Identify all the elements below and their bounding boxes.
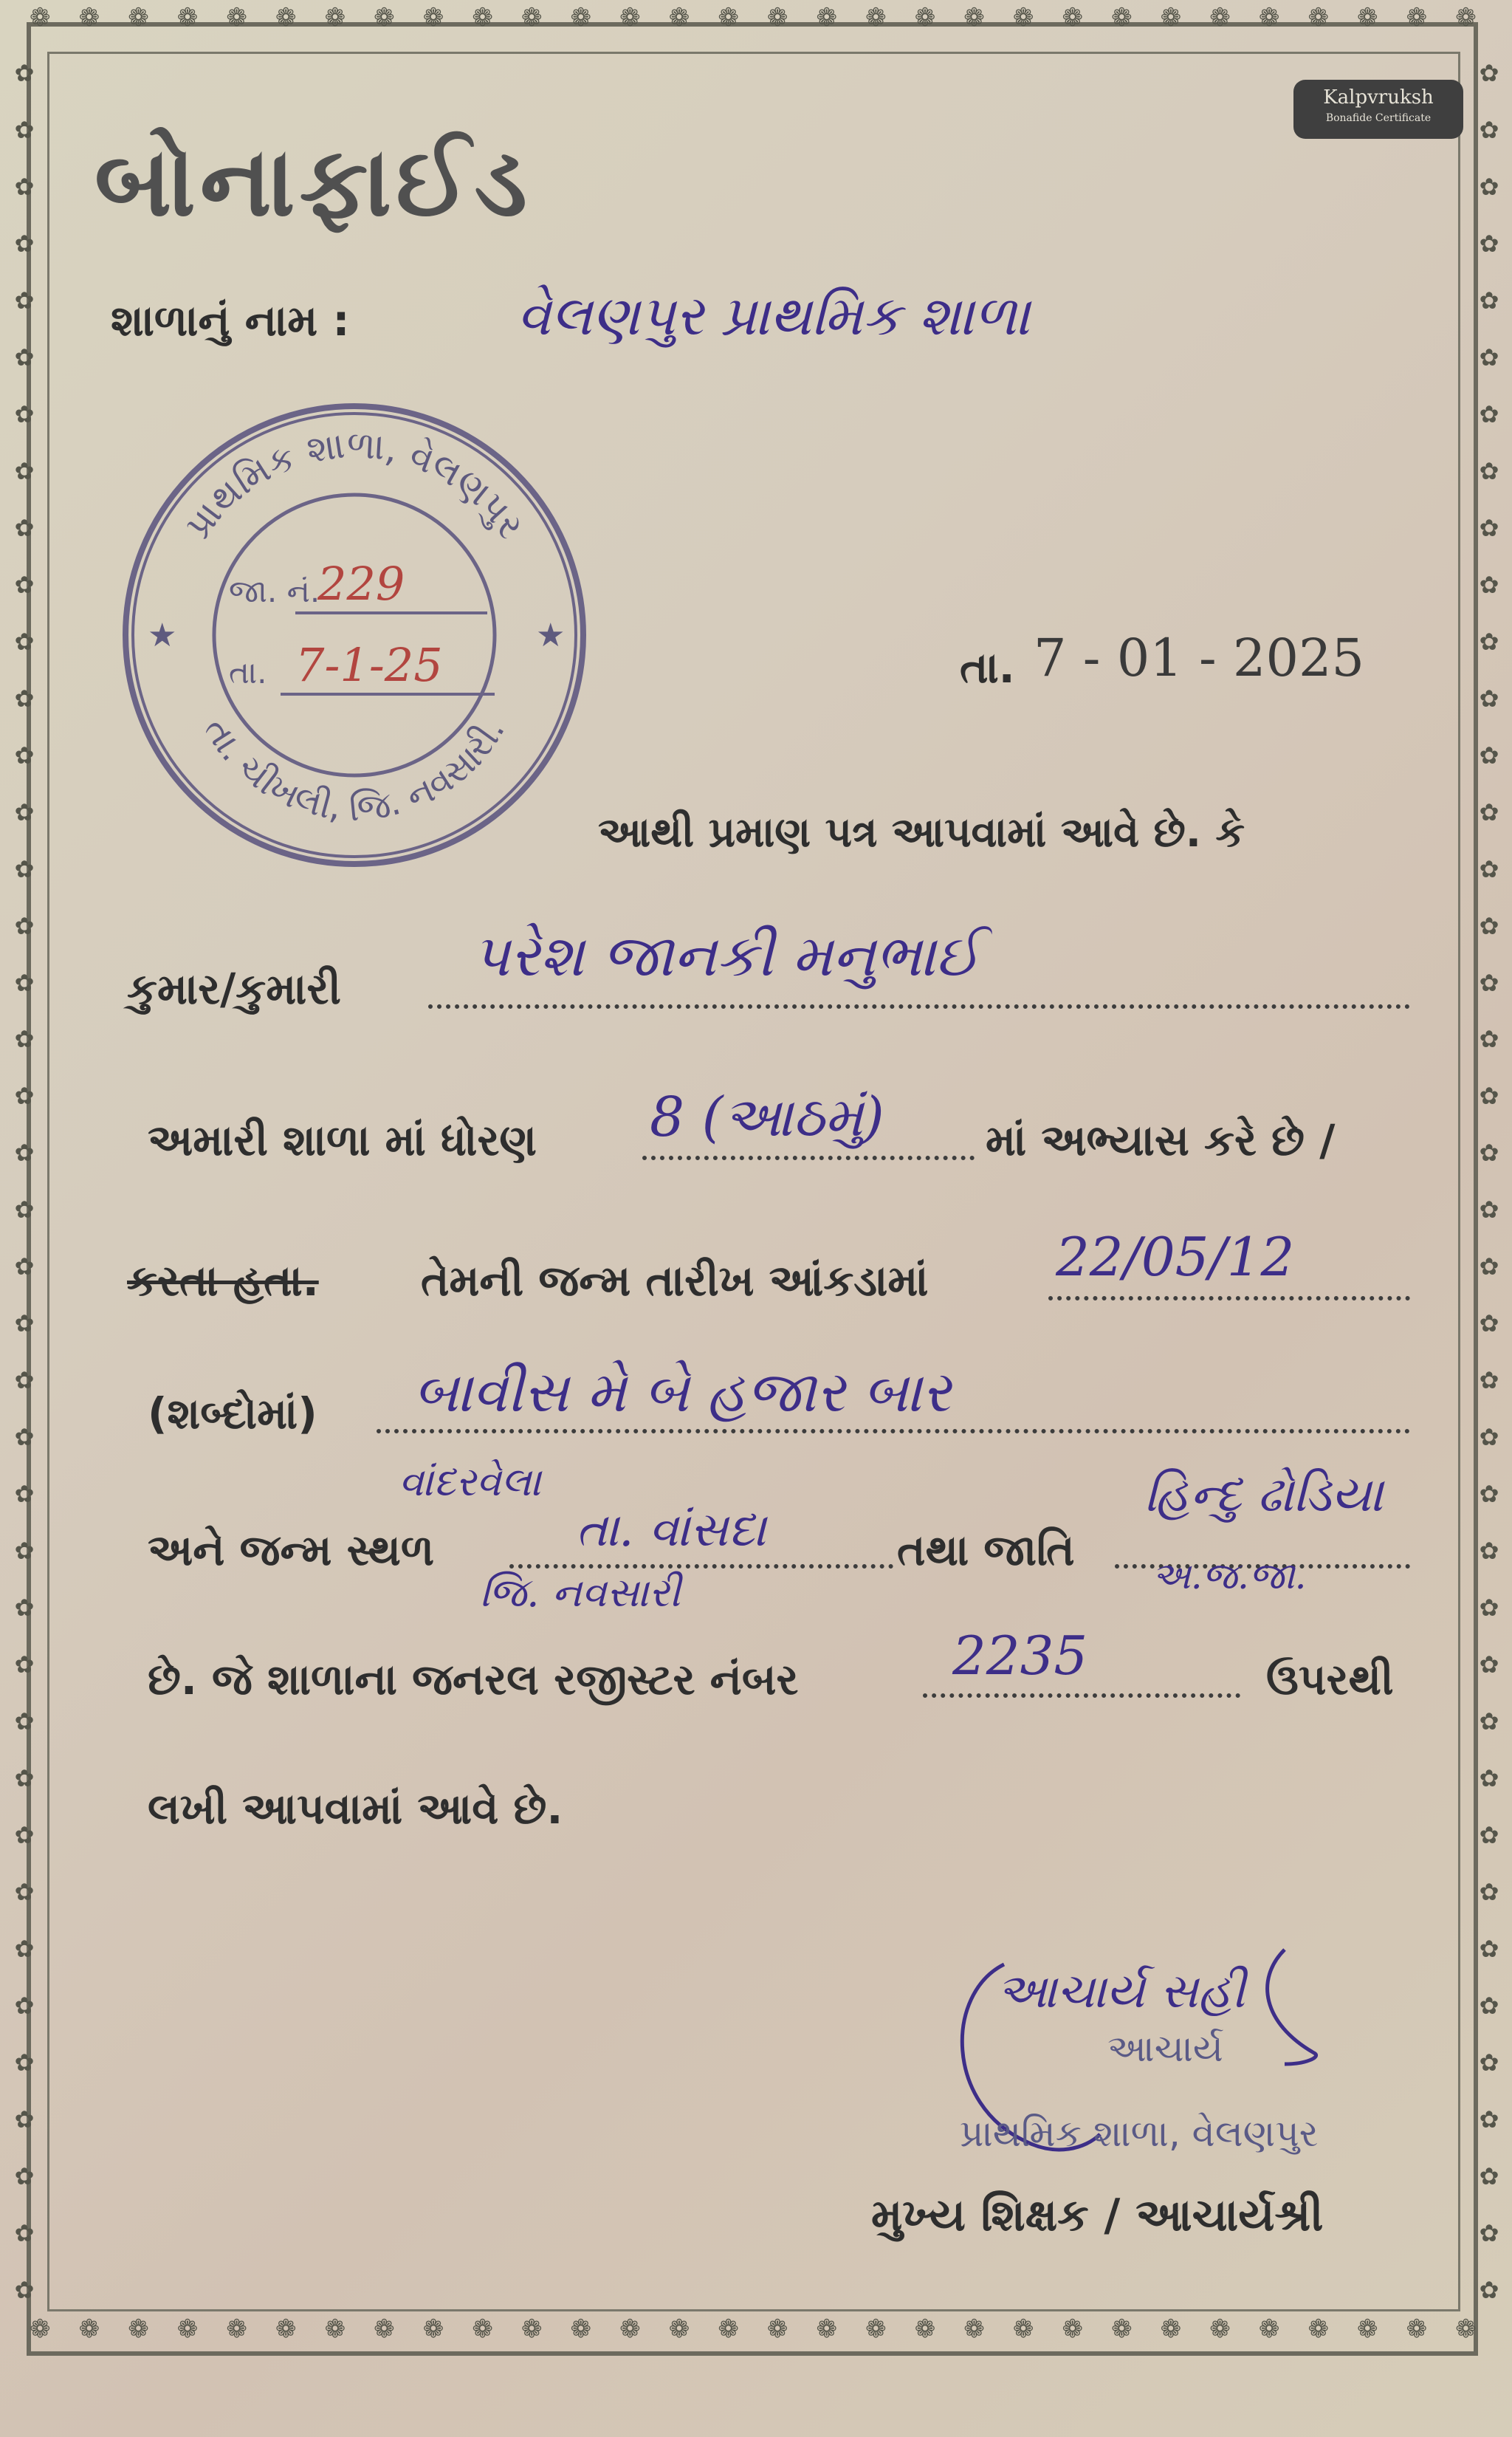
- closing-text: લખી આપવામાં આવે છે.: [148, 1783, 563, 1834]
- birthplace-village: વાંદરવેલા: [399, 1459, 541, 1505]
- dob-label: તેમની જન્મ તારીખ આંકડામાં: [421, 1255, 929, 1306]
- standard-suffix: માં અભ્યાસ કરે છે /: [986, 1115, 1336, 1165]
- standard-value: 8 (આઠમું): [650, 1086, 884, 1149]
- standard-prefix: અમારી શાળા માં ધોરણ: [148, 1115, 537, 1165]
- certificate-intro: આથી પ્રમાણ પત્ર આપવામાં આવે છે. કે: [598, 809, 1245, 857]
- right-border-motif: ✿ ✿ ✿ ✿ ✿ ✿ ✿ ✿ ✿ ✿ ✿ ✿ ✿ ✿ ✿ ✿ ✿ ✿ ✿ ✿ ✿ ✿ ✿ ✿ ✿ ✿ ✿ ✿ ✿ ✿ ✿ ✿ ✿ ✿ ✿ ✿ ✿ ✿ ✿ ✿: [1479, 59, 1499, 2304]
- signature-text: આચાર્ય સહી: [997, 1964, 1245, 2019]
- caste-value: હિન્દુ ઢોડિયા: [1144, 1466, 1384, 1523]
- signatory-label: મુખ્ય શિક્ષક / આચાર્યશ્રી: [871, 2190, 1324, 2241]
- left-border-motif: ✿ ✿ ✿ ✿ ✿ ✿ ✿ ✿ ✿ ✿ ✿ ✿ ✿ ✿ ✿ ✿ ✿ ✿ ✿ ✿ ✿ ✿ ✿ ✿ ✿ ✿ ✿ ✿ ✿ ✿ ✿ ✿ ✿ ✿ ✿ ✿ ✿ ✿ ✿ ✿: [14, 59, 35, 2304]
- caste-label: તથા જાતિ: [897, 1525, 1075, 1575]
- dob-words-label: (શબ્દોમાં): [148, 1388, 317, 1439]
- date-value: 7 - 01 - 2025: [1034, 628, 1365, 688]
- dob-value: 22/05/12: [1056, 1226, 1295, 1288]
- school-label: શાળાનું નામ :: [111, 295, 350, 346]
- date-label: તા.: [960, 642, 1015, 693]
- stamp-ring-bottom: તા. ચીખલી, જિ. નવસારી.: [195, 710, 513, 830]
- birthplace-dotted-line: [509, 1564, 893, 1569]
- top-border-motif: ❁ ❁ ❁ ❁ ❁ ❁ ❁ ❁ ❁ ❁ ❁ ❁ ❁ ❁ ❁ ❁ ❁ ❁ ❁ ❁ ❁ ❁ ❁ ❁ ❁ ❁ ❁ ❁ ❁ ❁: [30, 3, 1477, 32]
- stamp-date-label: તા.: [229, 654, 267, 690]
- stamp-date-value: 7-1-25: [295, 638, 443, 692]
- caste-category: અ.જ.જા.: [1152, 1555, 1307, 1597]
- dob-dotted-line: [1048, 1296, 1410, 1300]
- brand-tagline: Bonafide Certificate: [1325, 112, 1432, 124]
- register-number: 2235: [952, 1625, 1088, 1687]
- birthplace-value: તા. વાંસદા: [576, 1503, 766, 1557]
- register-suffix: ઉપરથી: [1266, 1654, 1394, 1704]
- student-name: પરેશ જાનકી મનુભાઈ: [472, 923, 980, 990]
- bottom-border-motif: ❁ ❁ ❁ ❁ ❁ ❁ ❁ ❁ ❁ ❁ ❁ ❁ ❁ ❁ ❁ ❁ ❁ ❁ ❁ ❁ ❁ ❁ ❁ ❁ ❁ ❁ ❁ ❁ ❁ ❁: [30, 2314, 1477, 2344]
- certificate-title: બોનાફાઈડ: [94, 126, 532, 238]
- brand-name: Kalpvruksh: [1323, 86, 1434, 109]
- stamp-number-label: જા. નં.: [229, 573, 320, 609]
- birthplace-label: અને જન્મ સ્થળ: [148, 1525, 435, 1575]
- stamp-number-value: 229: [317, 557, 405, 611]
- stamp-star-right: ★: [536, 617, 566, 654]
- signature-school-stamp: પ્રાથમિક શાળા, વેલણપુર: [960, 2112, 1319, 2155]
- stamp-ring-top: પ્રાથમિક શાળા, વેલણપુર: [176, 422, 533, 546]
- dob-words-value: બાવીસ મે બે હજાર બાર: [413, 1359, 951, 1425]
- stamp-graphic: [118, 399, 591, 871]
- dob-struck-text: કરતા હતા.: [127, 1255, 319, 1306]
- student-label: કુમાર/કુમારી: [127, 964, 341, 1014]
- standard-dotted-line: [642, 1156, 975, 1160]
- stamp-star-left: ★: [148, 617, 177, 654]
- school-stamp: [118, 399, 591, 871]
- register-dotted-line: [923, 1693, 1240, 1698]
- school-name: વેલણપુર પ્રાથમિક શાળા: [517, 284, 1031, 348]
- register-prefix: છે. જે શાળાના જનરલ રજીસ્ટર નંબર: [148, 1654, 799, 1704]
- dob-words-dotted-line: [377, 1429, 1410, 1433]
- signature-role-stamp: આચાર્ય: [1107, 2027, 1223, 2070]
- birthplace-district: જિ. નવસારી: [480, 1569, 681, 1616]
- student-dotted-line: [428, 1004, 1410, 1009]
- brand-logo: [1293, 80, 1463, 139]
